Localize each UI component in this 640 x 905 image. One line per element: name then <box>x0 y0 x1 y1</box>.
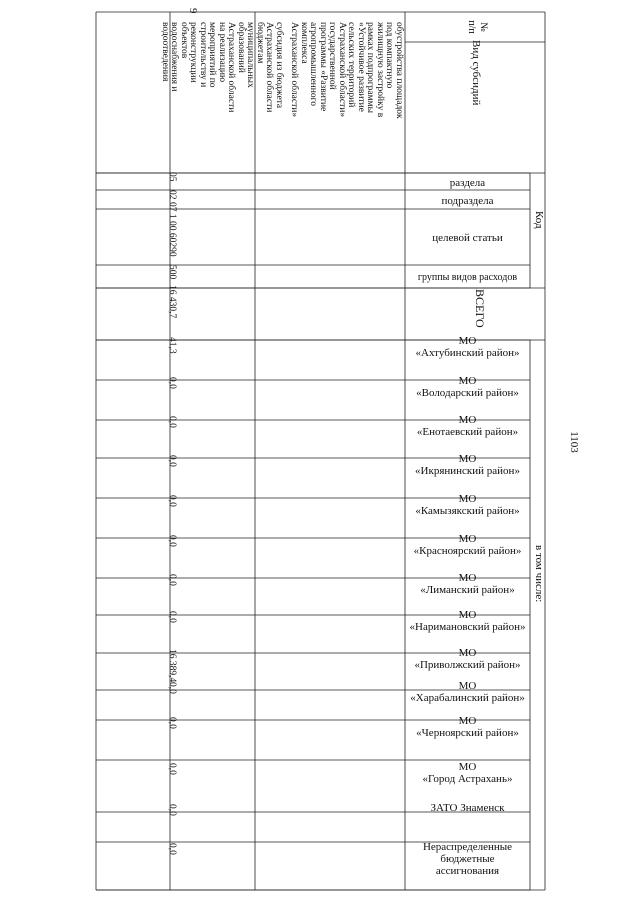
row-value: 0,0 <box>167 416 177 428</box>
municipality-label: МО «Камызякский район» <box>415 493 520 517</box>
municipality-label: МО «Лиманский район» <box>420 571 515 596</box>
row-value: 0,0 <box>167 495 177 507</box>
row-description-part2: субсидия из бюджета Астраханской области бюджетам муниципальных образований Астраханской области на реализацию мероприятий по строительству и реконструкции объектов водоснабжения и водоотведения <box>159 22 284 113</box>
row-target: 07 1 00 60290 <box>167 202 177 257</box>
row-expense-group: 500 <box>167 264 177 279</box>
row-section: 05 <box>167 171 177 181</box>
header-code-section: раздела <box>449 176 486 189</box>
row-subsection: 02 <box>167 189 177 199</box>
municipality-label: МО «Володарский район» <box>416 375 519 399</box>
row-value: 41,3 <box>167 337 177 354</box>
row-description-part1: обустройства площадок под компактную жилищную застройку в рамках подпрограммы «Устойчивое развитие сельских территорий Астраханской области» государственной программы «Развитие агропромышленного комплекса Астраханской области» <box>289 22 404 119</box>
municipality-label: МО «Харабалинский район» <box>410 680 525 704</box>
municipality-label: МО «Город Астрахань» <box>422 761 513 785</box>
header-total: ВСЕГО <box>472 289 487 328</box>
row-value: 0,0 <box>167 843 177 855</box>
row-value: 0,0 <box>167 611 177 623</box>
row-value: 0,0 <box>167 573 177 586</box>
municipality-label: МО «Приволжский район» <box>414 646 521 671</box>
row-value: 16 389,4 <box>167 648 177 682</box>
municipality-label: МО «Икрянинский район» <box>415 453 520 477</box>
row-value: 0,0 <box>167 804 177 816</box>
header-code-group: Код <box>532 210 545 229</box>
header-code-target: целевой статьи <box>432 232 503 244</box>
row-value: 0,0 <box>167 377 177 389</box>
header-type: Вид субсидий <box>470 40 482 106</box>
header-code-subsection: подраздела <box>441 194 494 207</box>
header-including: в том числе: <box>532 545 545 603</box>
municipality-label: МО «Наримановский район» <box>409 609 526 633</box>
row-total: 16 430,7 <box>167 285 177 319</box>
header-code-expense: группы видов расходов <box>417 271 518 283</box>
row-value: 0,0 <box>167 535 177 547</box>
page-number: 1103 <box>568 431 580 453</box>
municipality-label: МО «Красноярский район» <box>413 533 522 557</box>
municipality-label: ЗАТО Знаменск <box>430 802 505 814</box>
header-number: № п/п <box>466 20 489 34</box>
row-value: 0,0 <box>167 763 177 775</box>
municipality-label: МО «Черноярский район» <box>416 715 519 739</box>
row-value: 0,0 <box>167 682 177 694</box>
row-value: 0,0 <box>167 717 177 729</box>
municipality-label: МО «Ахтубинский район» <box>415 335 520 359</box>
municipality-label: Нераспределенные бюджетные ассигнования <box>422 841 513 877</box>
row-value: 0,0 <box>167 455 177 467</box>
municipality-label: МО «Енотаевский район» <box>416 414 519 438</box>
row-number: 9 <box>187 8 199 14</box>
